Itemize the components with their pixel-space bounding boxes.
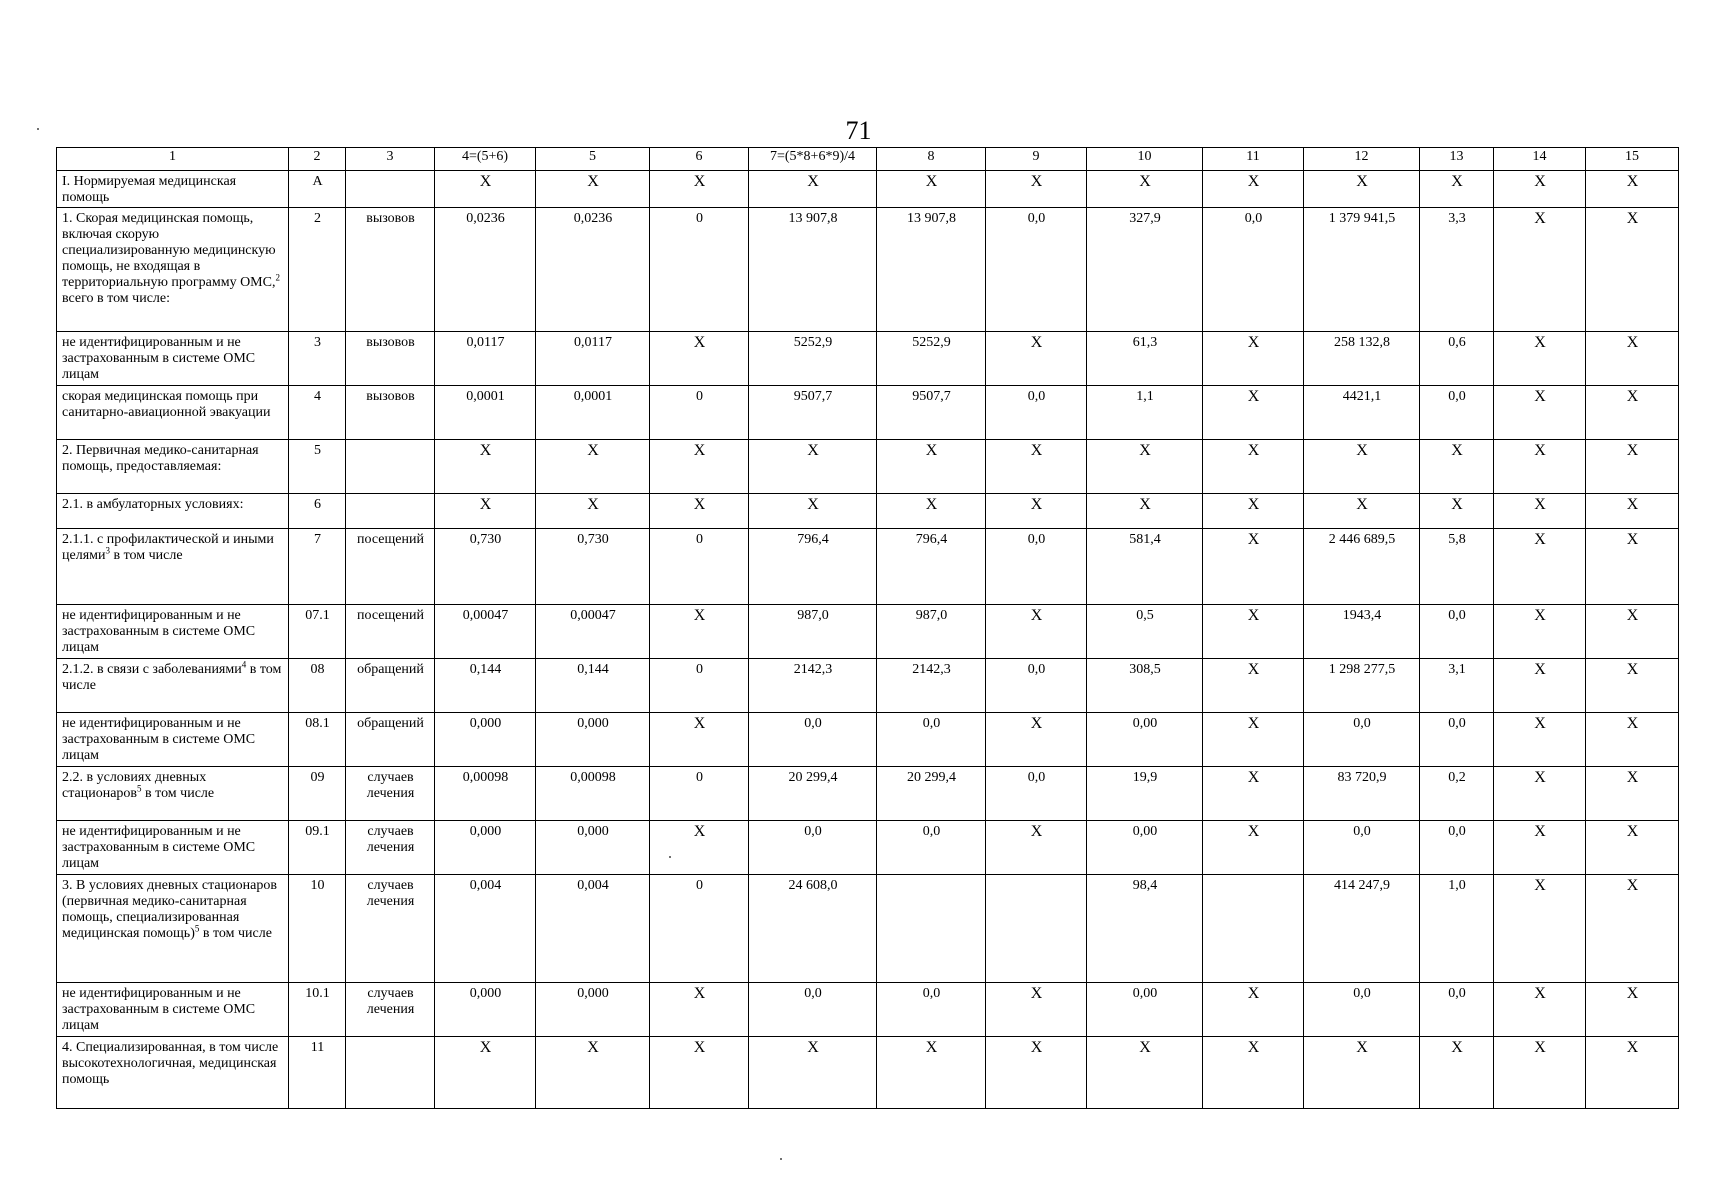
table-cell: 0,0: [1203, 208, 1304, 332]
table-cell: 0,0: [1420, 386, 1494, 440]
table-cell: посещений: [346, 529, 435, 605]
table-cell: Х: [1586, 332, 1679, 386]
table-cell: Х: [1494, 332, 1586, 386]
table-cell: 0,0: [877, 821, 986, 875]
table-cell: Х: [536, 440, 650, 494]
financing-table: [56, 147, 1679, 1109]
table-cell: [346, 1037, 435, 1109]
table-cell: Х: [986, 1037, 1087, 1109]
table-cell: Х: [1420, 171, 1494, 208]
table-cell: 0,0117: [536, 332, 650, 386]
table-cell: 0,000: [435, 821, 536, 875]
scan-speck: [780, 1158, 782, 1160]
table-row: [57, 983, 1679, 1037]
table-cell: [877, 875, 986, 983]
table-cell: 987,0: [877, 605, 986, 659]
table-cell: 6: [289, 494, 346, 529]
table-cell: Х: [986, 821, 1087, 875]
table-cell: Х: [1586, 821, 1679, 875]
table-cell: Х: [435, 1037, 536, 1109]
table-cell: 10: [289, 875, 346, 983]
row-name: 2.1.2. в связи с заболеваниями$^4$ в том числе: [57, 659, 289, 713]
col-header: 10: [1087, 148, 1203, 171]
table-row: [57, 875, 1679, 983]
table-cell: 0,00: [1087, 983, 1203, 1037]
table-cell: 0,0: [986, 529, 1087, 605]
row-name: 2.2. в условиях дневных стационаров$^5$ в том числе: [57, 767, 289, 821]
table-cell: Х: [1586, 208, 1679, 332]
table-cell: 7: [289, 529, 346, 605]
table-cell: 19,9: [1087, 767, 1203, 821]
table-cell: 796,4: [877, 529, 986, 605]
table-cell: 9507,7: [877, 386, 986, 440]
table-row: [57, 171, 1679, 208]
table-cell: Х: [650, 332, 749, 386]
table-cell: 2142,3: [877, 659, 986, 713]
table-cell: Х: [1494, 494, 1586, 529]
table-cell: Х: [1203, 440, 1304, 494]
row-name: I. Нормируемая медицинская помощь: [57, 171, 289, 208]
table-cell: Х: [1494, 208, 1586, 332]
table-cell: 987,0: [749, 605, 877, 659]
table-cell: 0,004: [435, 875, 536, 983]
table-row: [57, 529, 1679, 605]
table-cell: Х: [986, 605, 1087, 659]
table-cell: Х: [1203, 386, 1304, 440]
table-cell: Х: [1586, 713, 1679, 767]
table-cell: 1 298 277,5: [1304, 659, 1420, 713]
table-cell: Х: [1586, 1037, 1679, 1109]
table-cell: 0,0: [877, 713, 986, 767]
table-cell: Х: [1203, 713, 1304, 767]
table-cell: 581,4: [1087, 529, 1203, 605]
table-cell: Х: [650, 821, 749, 875]
table-cell: 5: [289, 440, 346, 494]
table-cell: 0,000: [536, 713, 650, 767]
table-row: [57, 1037, 1679, 1109]
table-cell: вызовов: [346, 386, 435, 440]
table-cell: Х: [1087, 494, 1203, 529]
table-cell: 0,000: [435, 713, 536, 767]
col-header: 8: [877, 148, 986, 171]
table-cell: 61,3: [1087, 332, 1203, 386]
table-cell: Х: [1586, 605, 1679, 659]
table-cell: [986, 875, 1087, 983]
table-cell: 0,0001: [536, 386, 650, 440]
row-name: 2.1.1. с профилактической и иными целями$^3$ в том числе: [57, 529, 289, 605]
table-cell: 13 907,8: [749, 208, 877, 332]
table-cell: Х: [1304, 171, 1420, 208]
table-cell: Х: [877, 1037, 986, 1109]
table-cell: Х: [1203, 767, 1304, 821]
table-cell: 4: [289, 386, 346, 440]
table-cell: Х: [1494, 821, 1586, 875]
table-cell: Х: [1494, 1037, 1586, 1109]
table-cell: [346, 494, 435, 529]
table-cell: 0,144: [536, 659, 650, 713]
table-cell: Х: [986, 171, 1087, 208]
table-cell: случаев лечения: [346, 983, 435, 1037]
table-cell: случаев лечения: [346, 821, 435, 875]
table-cell: Х: [1087, 1037, 1203, 1109]
table-cell: 0,00098: [536, 767, 650, 821]
table-cell: Х: [1494, 875, 1586, 983]
table-cell: Х: [650, 171, 749, 208]
table-cell: [346, 171, 435, 208]
col-header: 4=(5+6): [435, 148, 536, 171]
table-cell: Х: [1494, 529, 1586, 605]
table-cell: 0,000: [435, 983, 536, 1037]
table-cell: Х: [1203, 494, 1304, 529]
table-cell: Х: [536, 171, 650, 208]
table-cell: Х: [650, 605, 749, 659]
table-cell: 0,00047: [435, 605, 536, 659]
table-cell: 0,0236: [536, 208, 650, 332]
table-cell: 98,4: [1087, 875, 1203, 983]
table-cell: [346, 440, 435, 494]
table-cell: Х: [1304, 1037, 1420, 1109]
table-cell: 1 379 941,5: [1304, 208, 1420, 332]
col-header: 15: [1586, 148, 1679, 171]
table-cell: Х: [1494, 713, 1586, 767]
table-cell: Х: [1203, 605, 1304, 659]
table-cell: 07.1: [289, 605, 346, 659]
table-cell: 0: [650, 659, 749, 713]
table-cell: Х: [1494, 605, 1586, 659]
table-cell: Х: [1494, 983, 1586, 1037]
table-cell: 24 608,0: [749, 875, 877, 983]
table-cell: 0: [650, 767, 749, 821]
row-name: не идентифицированным и не застрахованным в системе ОМС лицам: [57, 605, 289, 659]
table-cell: 0,000: [536, 983, 650, 1037]
table-cell: обращений: [346, 713, 435, 767]
row-name: 4. Специализированная, в том числе высокотехнологичная, медицинская помощь: [57, 1037, 289, 1109]
table-cell: 1,0: [1420, 875, 1494, 983]
row-name: не идентифицированным и не застрахованным в системе ОМС лицам: [57, 821, 289, 875]
scan-speck: [669, 856, 671, 858]
col-header: 3: [346, 148, 435, 171]
table-cell: 0: [650, 875, 749, 983]
table-row: [57, 767, 1679, 821]
table-cell: Х: [1304, 440, 1420, 494]
table-cell: 0,0: [1420, 605, 1494, 659]
table-cell: Х: [986, 983, 1087, 1037]
table-cell: Х: [435, 494, 536, 529]
table-cell: 796,4: [749, 529, 877, 605]
row-name: не идентифицированным и не застрахованным в системе ОМС лицам: [57, 332, 289, 386]
table-cell: 3,1: [1420, 659, 1494, 713]
table-row: [57, 332, 1679, 386]
table-cell: Х: [1203, 171, 1304, 208]
table-row: [57, 208, 1679, 332]
table-cell: 0,00: [1087, 821, 1203, 875]
table-cell: Х: [877, 440, 986, 494]
page-number: 71: [845, 116, 872, 145]
table-cell: Х: [1203, 821, 1304, 875]
table-cell: Х: [1203, 1037, 1304, 1109]
table-row: [57, 494, 1679, 529]
col-header: 5: [536, 148, 650, 171]
table-cell: Х: [536, 494, 650, 529]
table-cell: 09.1: [289, 821, 346, 875]
table-cell: 11: [289, 1037, 346, 1109]
table-cell: 5,8: [1420, 529, 1494, 605]
table-cell: Х: [536, 1037, 650, 1109]
table-cell: 09: [289, 767, 346, 821]
row-name: 1. Скорая медицинская помощь, включая скорую специализированную медицинскую помощь, не входящая в территориальную программу ОМС,$^2$ всего в том числе:: [57, 208, 289, 332]
table-cell: Х: [650, 440, 749, 494]
table-cell: 2: [289, 208, 346, 332]
col-header: 7=(5*8+6*9)/4: [749, 148, 877, 171]
table-cell: Х: [650, 1037, 749, 1109]
scan-speck: [37, 128, 39, 130]
table-cell: Х: [1087, 171, 1203, 208]
col-header: 2: [289, 148, 346, 171]
table-cell: 0,0: [986, 659, 1087, 713]
table-cell: 0,6: [1420, 332, 1494, 386]
table-cell: 414 247,9: [1304, 875, 1420, 983]
table-cell: 0,0117: [435, 332, 536, 386]
table-cell: 0,0: [1304, 821, 1420, 875]
table-cell: Х: [877, 494, 986, 529]
table-row: [57, 821, 1679, 875]
table-cell: Х: [1420, 440, 1494, 494]
table-cell: Х: [1203, 529, 1304, 605]
row-name: 2. Первичная медико-санитарная помощь, предоставляемая:: [57, 440, 289, 494]
table-cell: 0,0001: [435, 386, 536, 440]
table-cell: вызовов: [346, 332, 435, 386]
table-cell: 258 132,8: [1304, 332, 1420, 386]
table-cell: посещений: [346, 605, 435, 659]
table-cell: 0,0: [1420, 821, 1494, 875]
table-cell: 0,730: [536, 529, 650, 605]
table-cell: Х: [1494, 440, 1586, 494]
table-cell: случаев лечения: [346, 767, 435, 821]
table-cell: 2 446 689,5: [1304, 529, 1420, 605]
header-row: [57, 148, 1679, 171]
row-name: не идентифицированным и не застрахованным в системе ОМС лицам: [57, 983, 289, 1037]
table-cell: 3,3: [1420, 208, 1494, 332]
table-cell: Х: [650, 494, 749, 529]
table-cell: Х: [1494, 386, 1586, 440]
table-cell: Х: [749, 440, 877, 494]
table-cell: Х: [1586, 767, 1679, 821]
table-cell: Х: [1586, 659, 1679, 713]
table-cell: 0,0: [1304, 983, 1420, 1037]
col-header: 12: [1304, 148, 1420, 171]
table-cell: 13 907,8: [877, 208, 986, 332]
table-cell: Х: [1586, 171, 1679, 208]
table-cell: Х: [1586, 440, 1679, 494]
col-header: 13: [1420, 148, 1494, 171]
table-cell: 0: [650, 208, 749, 332]
table-cell: 10.1: [289, 983, 346, 1037]
table-cell: 0,004: [536, 875, 650, 983]
table-row: [57, 713, 1679, 767]
col-header: 14: [1494, 148, 1586, 171]
table-row: [57, 386, 1679, 440]
table-cell: 0,0236: [435, 208, 536, 332]
table-row: [57, 440, 1679, 494]
table-cell: 5252,9: [749, 332, 877, 386]
table-cell: Х: [1304, 494, 1420, 529]
table-cell: 1,1: [1087, 386, 1203, 440]
table-cell: Х: [1420, 494, 1494, 529]
col-header: 9: [986, 148, 1087, 171]
table-cell: Х: [1203, 983, 1304, 1037]
table-cell: Х: [1420, 1037, 1494, 1109]
table-cell: Х: [1494, 659, 1586, 713]
col-header: 6: [650, 148, 749, 171]
table-cell: 0,0: [1420, 713, 1494, 767]
table-cell: 0,00: [1087, 713, 1203, 767]
row-name: 3. В условиях дневных стационаров (первичная медико-санитарная помощь, специализированная медицинская помощь)$^5$ в том числе: [57, 875, 289, 983]
table-cell: 0,0: [749, 983, 877, 1037]
table-cell: 0,0: [1304, 713, 1420, 767]
col-header: 1: [57, 148, 289, 171]
table-cell: Х: [435, 171, 536, 208]
table-cell: 08: [289, 659, 346, 713]
table-row: [57, 659, 1679, 713]
table-cell: 0,0: [749, 713, 877, 767]
table-cell: 0,0: [877, 983, 986, 1037]
table-cell: вызовов: [346, 208, 435, 332]
table-cell: 327,9: [1087, 208, 1203, 332]
table-cell: 20 299,4: [877, 767, 986, 821]
table-cell: 0,000: [536, 821, 650, 875]
table-cell: Х: [986, 440, 1087, 494]
table-cell: 20 299,4: [749, 767, 877, 821]
table-cell: Х: [877, 171, 986, 208]
table-cell: 0,0: [986, 208, 1087, 332]
table-cell: обращений: [346, 659, 435, 713]
table-cell: Х: [1494, 767, 1586, 821]
table-cell: Х: [1586, 875, 1679, 983]
table-cell: 08.1: [289, 713, 346, 767]
table-cell: 0,0: [986, 767, 1087, 821]
table-cell: Х: [1203, 659, 1304, 713]
table-cell: Х: [650, 983, 749, 1037]
table-cell: 0,5: [1087, 605, 1203, 659]
table-cell: 308,5: [1087, 659, 1203, 713]
table-cell: 0: [650, 529, 749, 605]
table-cell: 0,144: [435, 659, 536, 713]
table-cell: Х: [1586, 529, 1679, 605]
table-cell: Х: [1203, 332, 1304, 386]
table-cell: 0,00098: [435, 767, 536, 821]
table-cell: Х: [1586, 386, 1679, 440]
table-cell: Х: [749, 494, 877, 529]
table-cell: 0,00047: [536, 605, 650, 659]
table-cell: 4421,1: [1304, 386, 1420, 440]
table-cell: 0,0: [749, 821, 877, 875]
table-body: [57, 171, 1679, 1109]
table-cell: Х: [1087, 440, 1203, 494]
table-cell: Х: [435, 440, 536, 494]
table-cell: Х: [1586, 494, 1679, 529]
table-cell: А: [289, 171, 346, 208]
row-name: не идентифицированным и не застрахованным в системе ОМС лицам: [57, 713, 289, 767]
table-cell: 0,730: [435, 529, 536, 605]
table-row: [57, 605, 1679, 659]
table-cell: 9507,7: [749, 386, 877, 440]
table-cell: [1203, 875, 1304, 983]
table-cell: Х: [1586, 983, 1679, 1037]
table-cell: 0,0: [1420, 983, 1494, 1037]
table-cell: 0,2: [1420, 767, 1494, 821]
table-cell: Х: [986, 332, 1087, 386]
table-cell: Х: [749, 1037, 877, 1109]
table-cell: Х: [1494, 171, 1586, 208]
table-cell: 1943,4: [1304, 605, 1420, 659]
row-name: 2.1. в амбулаторных условиях:: [57, 494, 289, 529]
table-cell: Х: [749, 171, 877, 208]
table-cell: 5252,9: [877, 332, 986, 386]
table-cell: 0: [650, 386, 749, 440]
table-cell: Х: [650, 713, 749, 767]
table-cell: 83 720,9: [1304, 767, 1420, 821]
col-header: 11: [1203, 148, 1304, 171]
table-cell: Х: [986, 713, 1087, 767]
row-name: скорая медицинская помощь при санитарно-авиационной эвакуации: [57, 386, 289, 440]
table-cell: 2142,3: [749, 659, 877, 713]
table-cell: Х: [986, 494, 1087, 529]
table-cell: 3: [289, 332, 346, 386]
table-cell: 0,0: [986, 386, 1087, 440]
table-cell: случаев лечения: [346, 875, 435, 983]
